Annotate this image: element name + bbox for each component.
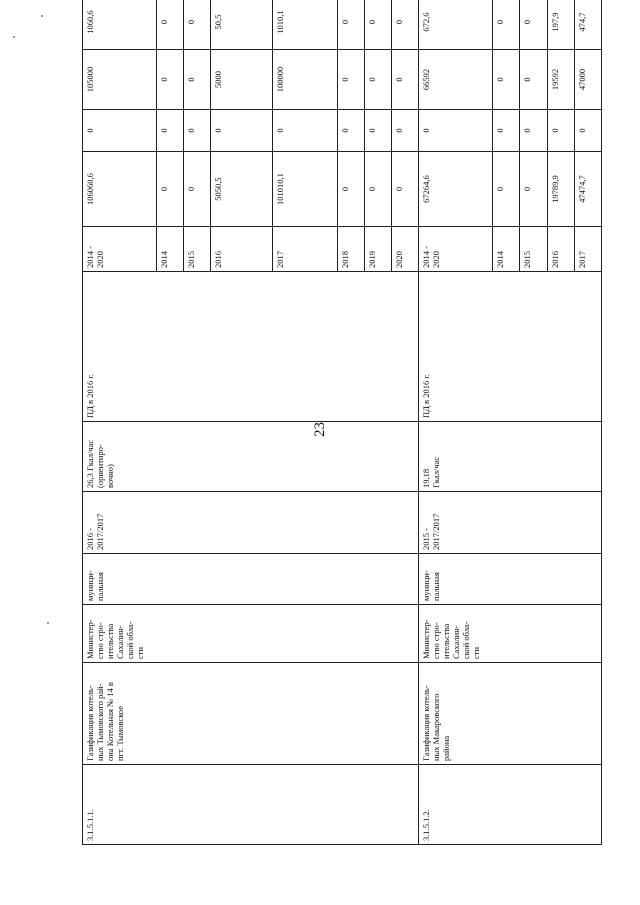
cell-federal: 0 bbox=[273, 110, 338, 152]
cell-regional: 66592 bbox=[419, 50, 493, 110]
cell-federal: 0 bbox=[211, 110, 273, 152]
item-documentation: ПД в 2016 г. bbox=[83, 272, 419, 422]
item-code: 3.1.5.1.2. bbox=[419, 765, 602, 845]
cell-year: 2017 bbox=[574, 227, 601, 272]
cell-total: 106060,6 bbox=[83, 152, 157, 227]
cell-year: 2015 bbox=[520, 227, 547, 272]
cell-total: 19789,9 bbox=[547, 152, 574, 227]
cell-municipal: 672,6 bbox=[419, 0, 493, 50]
cell-municipal: 0 bbox=[365, 0, 392, 50]
cell-municipal: 197,9 bbox=[547, 0, 574, 50]
cell-total: 0 bbox=[392, 152, 419, 227]
item-responsible: Министер- ство стро- ительства Сахалин- ской обла- сти bbox=[419, 605, 602, 663]
cell-regional: 0 bbox=[493, 50, 520, 110]
cell-regional: 5000 bbox=[211, 50, 273, 110]
cell-federal: 0 bbox=[493, 110, 520, 152]
cell-regional: 0 bbox=[183, 50, 210, 110]
program-table bbox=[82, 0, 602, 845]
document-page bbox=[82, 10, 602, 845]
cell-regional: 47000 bbox=[574, 50, 601, 110]
rotated-table-container bbox=[82, 10, 602, 845]
cell-federal: 0 bbox=[547, 110, 574, 152]
cell-federal: 0 bbox=[337, 110, 364, 152]
cell-regional: 0 bbox=[392, 50, 419, 110]
cell-total: 101010,1 bbox=[273, 152, 338, 227]
item-documentation: ПД в 2016 г. bbox=[419, 272, 602, 422]
item-capacity: 19,18 Гкал/час bbox=[419, 422, 602, 492]
cell-year: 2015 bbox=[183, 227, 210, 272]
cell-municipal: 0 bbox=[156, 0, 183, 50]
scan-speck bbox=[13, 36, 15, 38]
cell-total: 5050,5 bbox=[211, 152, 273, 227]
cell-total: 0 bbox=[365, 152, 392, 227]
cell-year: 2014 - 2020 bbox=[83, 227, 157, 272]
cell-federal: 0 bbox=[365, 110, 392, 152]
cell-total: 0 bbox=[337, 152, 364, 227]
item-ownership: муници- пальная bbox=[419, 554, 602, 605]
table-body bbox=[83, 0, 602, 845]
cell-municipal: 1010,1 bbox=[273, 0, 338, 50]
cell-municipal: 0 bbox=[337, 0, 364, 50]
scan-speck bbox=[41, 15, 43, 17]
cell-total: 0 bbox=[183, 152, 210, 227]
cell-federal: 0 bbox=[83, 110, 157, 152]
table-row bbox=[419, 0, 493, 845]
page-number: 23 bbox=[312, 422, 328, 437]
item-ownership: муници- пальная bbox=[83, 554, 419, 605]
cell-regional: 0 bbox=[156, 50, 183, 110]
scan-speck bbox=[47, 622, 49, 624]
cell-federal: 0 bbox=[419, 110, 493, 152]
item-name: Газификация котель- ных Тымовского рай- она Котельная № 14 в пгт. Тымовское bbox=[83, 663, 419, 765]
cell-year: 2016 bbox=[211, 227, 273, 272]
cell-total: 67264,6 bbox=[419, 152, 493, 227]
cell-municipal: 474,7 bbox=[574, 0, 601, 50]
cell-regional: 0 bbox=[337, 50, 364, 110]
cell-regional: 19592 bbox=[547, 50, 574, 110]
item-name: Газификация котель- ных Макаровского района bbox=[419, 663, 602, 765]
cell-federal: 0 bbox=[183, 110, 210, 152]
cell-regional: 100000 bbox=[273, 50, 338, 110]
cell-federal: 0 bbox=[574, 110, 601, 152]
table-row bbox=[83, 0, 157, 845]
cell-year: 2014 bbox=[156, 227, 183, 272]
cell-total: 0 bbox=[493, 152, 520, 227]
cell-municipal: 0 bbox=[183, 0, 210, 50]
cell-regional: 105000 bbox=[83, 50, 157, 110]
cell-year: 2014 bbox=[493, 227, 520, 272]
cell-municipal: 0 bbox=[493, 0, 520, 50]
cell-total: 0 bbox=[520, 152, 547, 227]
item-capacity: 26,3 Гкал/час (ориентиро- вочно) bbox=[83, 422, 419, 492]
item-code: 3.1.5.1.1. bbox=[83, 765, 419, 845]
cell-federal: 0 bbox=[392, 110, 419, 152]
cell-federal: 0 bbox=[156, 110, 183, 152]
cell-regional: 0 bbox=[365, 50, 392, 110]
cell-year: 2017 bbox=[273, 227, 338, 272]
cell-federal: 0 bbox=[520, 110, 547, 152]
cell-year: 2019 bbox=[365, 227, 392, 272]
cell-year: 2014 - 2020 bbox=[419, 227, 493, 272]
item-term: 2015 - 2017/2017 bbox=[419, 492, 602, 554]
cell-municipal: 0 bbox=[392, 0, 419, 50]
cell-total: 47474,7 bbox=[574, 152, 601, 227]
cell-year: 2016 bbox=[547, 227, 574, 272]
item-responsible: Министер- ство стро- ительства Сахалин- ской обла- сти bbox=[83, 605, 419, 663]
cell-year: 2020 bbox=[392, 227, 419, 272]
item-term: 2016 - 2017/2017 bbox=[83, 492, 419, 554]
cell-regional: 0 bbox=[520, 50, 547, 110]
cell-municipal: 0 bbox=[520, 0, 547, 50]
cell-municipal: 50,5 bbox=[211, 0, 273, 50]
cell-year: 2018 bbox=[337, 227, 364, 272]
cell-total: 0 bbox=[156, 152, 183, 227]
cell-municipal: 1060,6 bbox=[83, 0, 157, 50]
